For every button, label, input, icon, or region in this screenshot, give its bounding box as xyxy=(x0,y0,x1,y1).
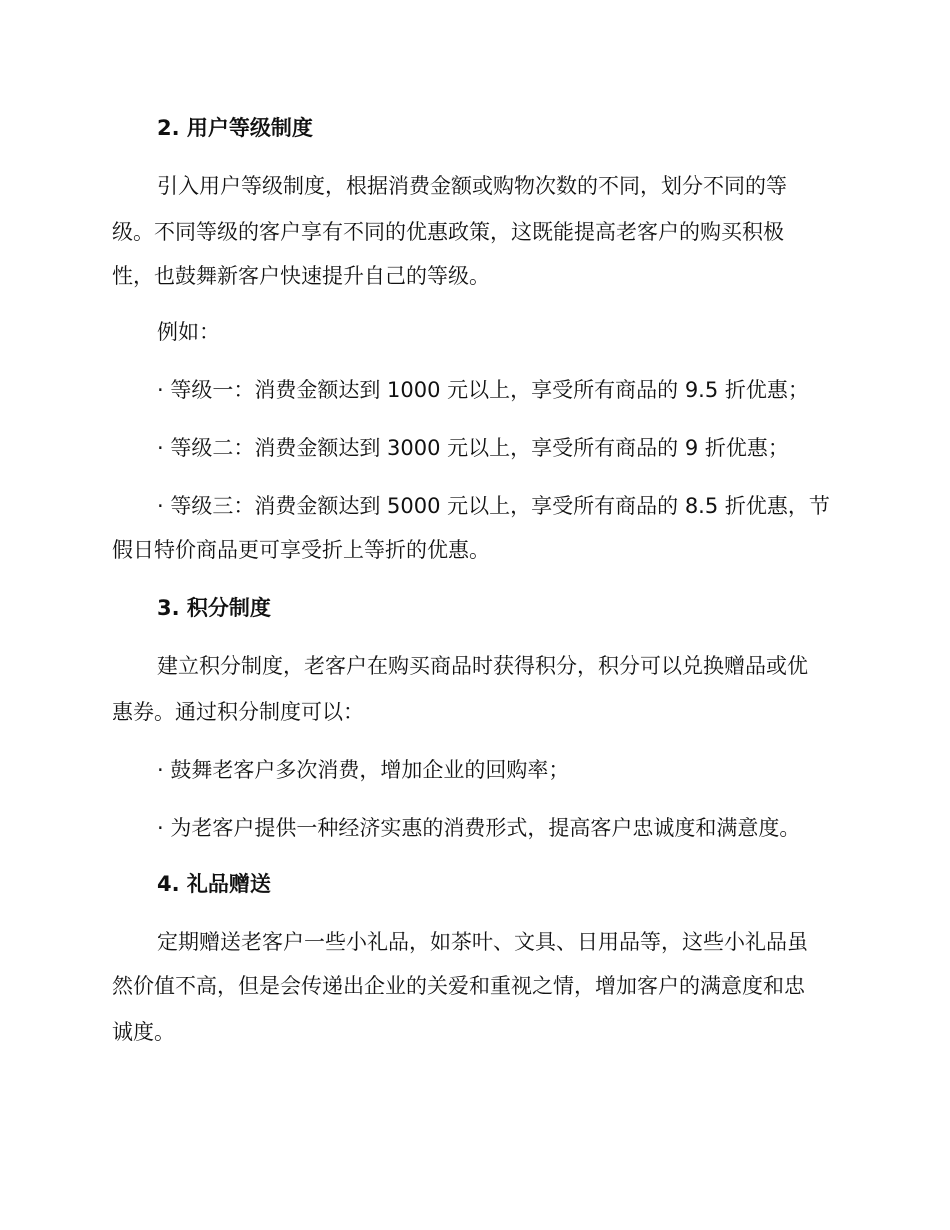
bullet-item: · 等级三：消费金额达到 5000 元以上，享受所有商品的 8.5 折优惠，节 xyxy=(157,494,830,518)
section-heading-user-level: 2. 用户等级制度 xyxy=(157,116,313,140)
section-heading-gifts: 4. 礼品赠送 xyxy=(157,872,271,896)
paragraph-line: 性，也鼓舞新客户快速提升自己的等级。 xyxy=(112,264,490,288)
bullet-item: · 等级二：消费金额达到 3000 元以上，享受所有商品的 9 折优惠； xyxy=(157,436,789,460)
paragraph-line: 建立积分制度，老客户在购买商品时获得积分，积分可以兑换赠品或优 xyxy=(157,654,808,678)
paragraph-line: 惠券。通过积分制度可以： xyxy=(112,700,364,724)
paragraph-line: 定期赠送老客户一些小礼品，如茶叶、文具、日用品等，这些小礼品虽 xyxy=(157,930,808,954)
paragraph-line: 级。不同等级的客户享有不同的优惠政策，这既能提高老客户的购买积极 xyxy=(112,220,784,244)
example-label: 例如： xyxy=(157,320,220,344)
bullet-item: · 鼓舞老客户多次消费，增加企业的回购率； xyxy=(157,758,570,782)
bullet-item: · 为老客户提供一种经济实惠的消费形式，提高客户忠诚度和满意度。 xyxy=(157,816,801,840)
section-heading-points: 3. 积分制度 xyxy=(157,596,271,620)
bullet-item-continuation: 假日特价商品更可享受折上等折的优惠。 xyxy=(112,538,490,562)
bullet-item: · 等级一：消费金额达到 1000 元以上，享受所有商品的 9.5 折优惠； xyxy=(157,378,809,402)
paragraph-line: 引入用户等级制度，根据消费金额或购物次数的不同，划分不同的等 xyxy=(157,174,787,198)
paragraph-line: 诚度。 xyxy=(112,1020,175,1044)
paragraph-line: 然价值不高，但是会传递出企业的关爱和重视之情，增加客户的满意度和忠 xyxy=(112,974,805,998)
